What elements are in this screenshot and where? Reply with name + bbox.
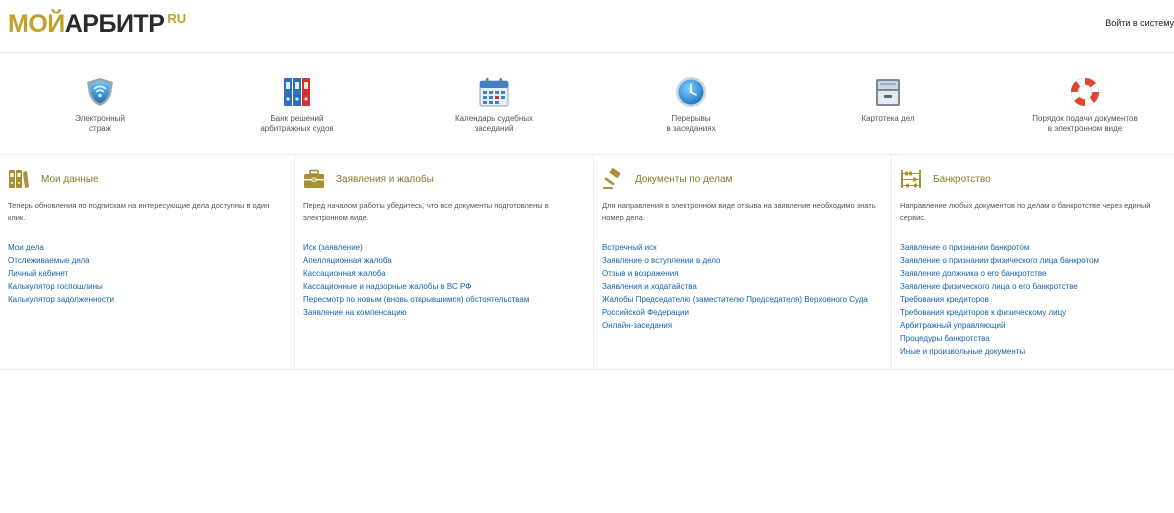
shield-icon (83, 75, 117, 109)
service-case-files[interactable] (803, 75, 973, 124)
binders-icon (280, 75, 314, 109)
lifebuoy-icon (1068, 75, 1102, 109)
link-compensation[interactable]: Заявление на компенсацию (303, 308, 407, 317)
section-title: Документы по делам (635, 173, 733, 185)
logo-text-ru: RU (167, 11, 187, 26)
link-motions[interactable]: Заявления и ходатайства (602, 282, 697, 291)
abacus-icon (900, 168, 922, 190)
service-decisions-bank[interactable] (212, 75, 382, 134)
folders-icon (8, 168, 30, 190)
link-appeal[interactable]: Апелляционная жалоба (303, 256, 392, 265)
link-arbitration-manager[interactable]: Арбитражный управляющий (900, 321, 1006, 330)
gavel-icon (602, 168, 624, 190)
link-debtor-bankruptcy[interactable]: Заявление должника о его банкротстве (900, 269, 1047, 278)
service-label: Календарь судебных заседаний (454, 114, 534, 133)
link-individual-bankruptcy-claim[interactable]: Заявление о признании физического лица банкротом (900, 256, 1100, 265)
link-supreme-court-complaints[interactable]: Кассационные и надзорные жалобы в ВС РФ (303, 282, 472, 291)
section-title: Банкротство (933, 173, 991, 185)
section-my-data (0, 155, 295, 369)
service-filing-procedure[interactable] (1000, 75, 1170, 134)
sections-grid (0, 155, 1174, 370)
services-bar (0, 53, 1174, 155)
link-review-new-circumstances[interactable]: Пересмотр по новым (вновь открывшимся) обстоятельствам (303, 295, 530, 304)
link-debt-calculator[interactable]: Калькулятор задолженности (8, 295, 114, 304)
link-join-case[interactable]: Заявление о вступлении в дело (602, 256, 721, 265)
section-description: Для направления в электронном виде отзыва на заявление необходимо знать номер дела. (602, 201, 876, 222)
section-title: Заявления и жалобы (336, 173, 434, 185)
section-bankruptcy (892, 155, 1174, 369)
link-claim[interactable]: Иск (заявление) (303, 243, 363, 252)
clock-icon (674, 75, 708, 109)
section-links (8, 241, 286, 306)
service-label: Перерывы в заседаниях (666, 114, 716, 133)
section-description: Перед началом работы убедитесь, что все документы подготовлены в электронном виде. (303, 201, 549, 222)
logo-text-arbitr: АРБИТР (64, 10, 165, 38)
link-bankruptcy-claim[interactable]: Заявление о признании банкротом (900, 243, 1030, 252)
section-header (602, 167, 883, 191)
link-complaints-to-chairman[interactable]: Жалобы Председателю (заместителю Председателя) Верховного Суда Российской Федерации (602, 295, 868, 317)
calendar-icon (477, 75, 511, 109)
section-case-documents (594, 155, 892, 369)
service-court-calendar[interactable] (409, 75, 579, 134)
section-header (303, 167, 585, 191)
section-description: Направление любых документов по делам о банкротстве через единый сервис. (900, 201, 1151, 222)
briefcase-icon (303, 168, 325, 190)
service-label: Банк решений арбитражных судов (260, 114, 334, 133)
link-counterclaim[interactable]: Встречный иск (602, 243, 657, 252)
service-session-breaks[interactable] (606, 75, 776, 134)
service-label: Электронный страж (75, 114, 125, 133)
section-description: Теперь обновления по подпискам на интересующие дела доступны в один клик. (8, 201, 270, 222)
service-electronic-guard[interactable] (15, 75, 185, 134)
link-tracked-cases[interactable]: Отслеживаемые дела (8, 256, 90, 265)
section-title: Мои данные (41, 173, 99, 185)
link-fee-calculator[interactable]: Калькулятор госпошлины (8, 282, 103, 291)
section-header (900, 167, 1166, 191)
section-header (8, 167, 286, 191)
file-cabinet-icon (871, 75, 905, 109)
login-link[interactable]: Войти в систему (1105, 18, 1174, 28)
link-my-cases[interactable]: Мои дела (8, 243, 44, 252)
section-claims (295, 155, 594, 369)
section-links (602, 241, 883, 332)
link-individual-self-bankruptcy[interactable]: Заявление физического лица о его банкротстве (900, 282, 1078, 291)
link-personal-account[interactable]: Личный кабинет (8, 269, 69, 278)
link-creditor-claims[interactable]: Требования кредиторов (900, 295, 989, 304)
site-logo[interactable] (8, 11, 186, 37)
section-links (303, 241, 585, 319)
link-other-documents[interactable]: Иные и произвольные документы (900, 347, 1026, 356)
link-creditor-claims-individual[interactable]: Требования кредиторов к физическому лицу (900, 308, 1067, 317)
service-label: Картотека дел (861, 114, 915, 123)
link-online-sessions[interactable]: Онлайн-заседания (602, 321, 673, 330)
logo-text-moy: МОЙ (8, 10, 65, 38)
link-cassation[interactable]: Кассационная жалоба (303, 269, 386, 278)
link-response-objections[interactable]: Отзыв и возражения (602, 269, 679, 278)
service-label: Порядок подачи документов в электронном виде (1032, 114, 1138, 133)
site-header (0, 0, 1174, 53)
section-links (900, 241, 1166, 358)
link-bankruptcy-procedures[interactable]: Процедуры банкротства (900, 334, 990, 343)
